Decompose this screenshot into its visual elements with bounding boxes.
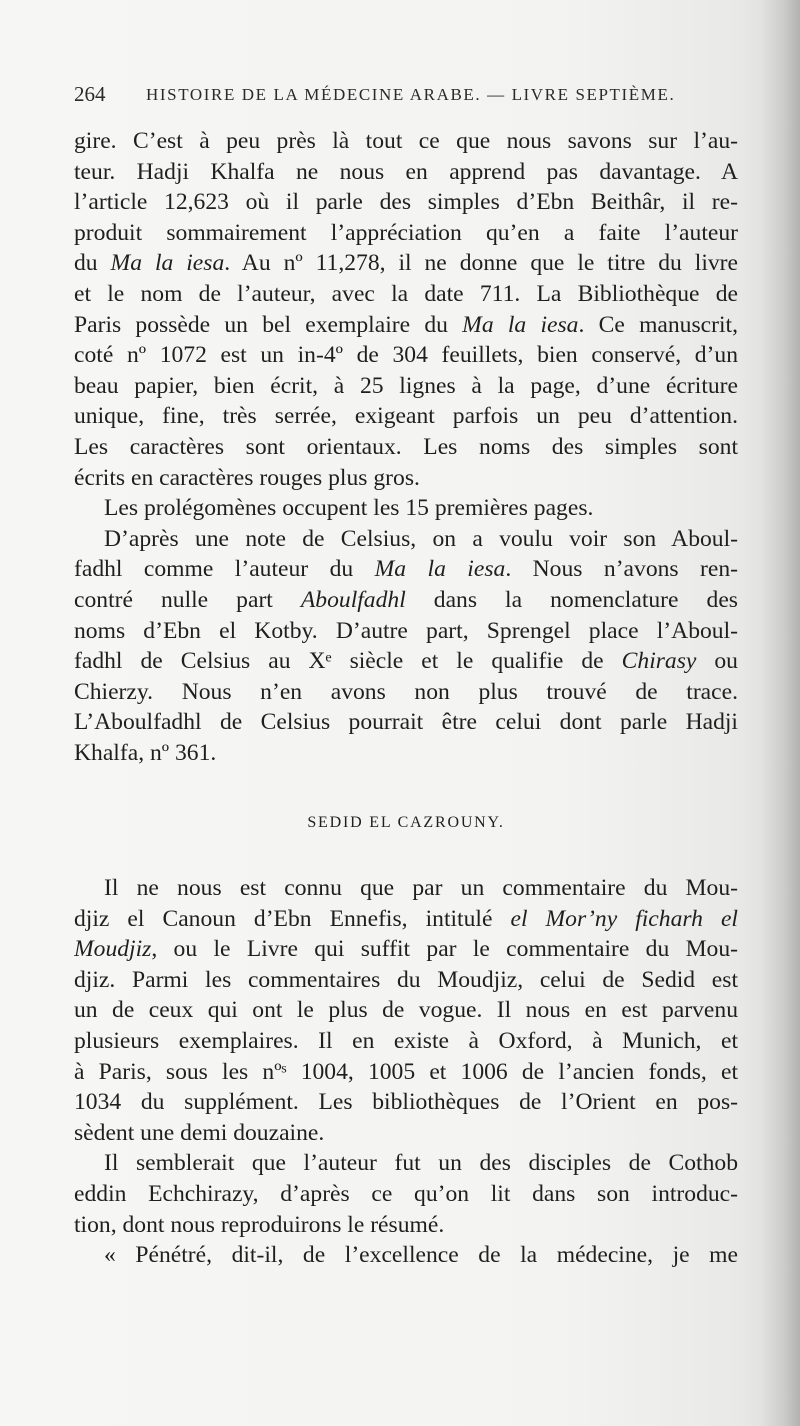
text-run: . Nous n’avons ren-	[505, 556, 738, 583]
text-line: beau papier, bien écrit, à 25 lignes à la page, d’une écriture	[74, 372, 738, 399]
book-title: el Mor’ny ficharh el	[510, 905, 738, 932]
text-line: Les prolégomènes occupent les 15 premières pages.	[104, 495, 594, 522]
book-title: Ma la iesa	[110, 250, 225, 277]
text-line: à Paris, sous les nºˢ 1004, 1005 et 1006 de l’ancien fonds, et	[74, 1058, 738, 1085]
text-run: fadhl de Celsius au Xᵉ siècle et le qualifie de	[74, 648, 622, 675]
running-title: HISTOIRE DE LA MÉDECINE ARABE. — LIVRE SEPTIÈME.	[146, 85, 676, 104]
paragraph-3	[74, 524, 738, 769]
text-line	[74, 554, 738, 585]
paragraph-4	[74, 873, 738, 1148]
text-run: Paris possède un bel exemplaire du	[74, 311, 463, 338]
text-line: plusieurs exemplaires. Il en existe à Oxford, à Munich, et	[74, 1028, 738, 1055]
text-line	[74, 904, 738, 935]
page-body	[74, 126, 738, 1271]
text-line: gire. C’est à peu près là tout ce que nous savons sur l’au-	[74, 128, 738, 154]
text-line	[74, 248, 738, 279]
text-line: L’Aboulfadhl de Celsius pourrait être celui dont parle Hadji	[74, 709, 738, 736]
text-line: Khalfa, nº 361.	[74, 739, 217, 766]
author-name: Aboulfadhl	[300, 586, 406, 613]
paragraph-2	[74, 493, 738, 524]
text-run: contré nulle part	[74, 586, 301, 613]
page-gutter-shadow	[760, 0, 800, 1426]
text-line	[74, 934, 738, 965]
text-run: fadhl comme l’auteur du	[74, 556, 375, 583]
text-line: tion, dont nous reproduirons le résumé.	[74, 1211, 445, 1238]
text-line: eddin Echchirazy, d’après ce qu’on lit dans son introduc-	[74, 1181, 738, 1207]
page-number: 264	[74, 82, 106, 106]
text-line: Les caractères sont orientaux. Les noms des simples sont	[74, 433, 738, 460]
text-line: noms d’Ebn el Kotby. D’autre part, Sprengel place l’Aboul-	[74, 617, 738, 644]
page-header	[74, 82, 714, 112]
text-run: . Au nº 11,278, il ne donne que le titre du livre	[224, 250, 738, 277]
text-line: unique, fine, très serrée, exigeant parfois un peu d’attention.	[74, 403, 738, 430]
text-line	[74, 585, 738, 616]
spacer	[74, 839, 738, 873]
epithet: Chirasy	[621, 648, 697, 675]
text-line: teur. Hadji Khalfa ne nous en apprend pas davantage. A	[74, 158, 738, 185]
section-title: SEDID EL CAZROUNY.	[307, 814, 505, 832]
paragraph-1	[74, 126, 738, 493]
text-line: et le nom de l’auteur, avec la date 711. La Bibliothèque de	[74, 280, 738, 307]
text-line: écrits en caractères rouges plus gros.	[74, 464, 420, 491]
text-run: , ou le Livre qui suffit par le commentaire du Mou-	[151, 936, 738, 963]
text-line: Chierzy. Nous n’en avons non plus trouvé de trace.	[74, 678, 738, 705]
text-run: ou	[696, 648, 738, 675]
text-line: « Pénétré, dit-il, de l’excellence de la médecine, je me	[104, 1242, 738, 1269]
text-line: un de ceux qui ont le plus de vogue. Il nous en est parvenu	[74, 997, 738, 1024]
text-line: l’article 12,623 où il parle des simples d’Ebn Beithâr, il re-	[74, 189, 738, 216]
text-line: Il semblerait que l’auteur fut un des disciples de Cothob	[104, 1150, 738, 1177]
text-line: Il ne nous est connu que par un commentaire du Mou-	[104, 875, 738, 902]
text-line: djiz. Parmi les commentaires du Moudjiz, celui de Sedid est	[74, 966, 738, 993]
spacer	[74, 768, 738, 808]
text-run: . Ce manuscrit,	[578, 311, 738, 338]
book-title: Ma la iesa	[374, 556, 506, 583]
book-title: Ma la iesa	[462, 311, 579, 338]
text-run: djiz el Canoun d’Ebn Ennefis, intitulé	[74, 905, 511, 932]
book-title: Moudjiz	[74, 936, 152, 963]
text-line: 1034 du supplément. Les bibliothèques de l’Orient en pos-	[74, 1089, 738, 1116]
paragraph-5	[74, 1148, 738, 1240]
text-line: sèdent une demi douzaine.	[74, 1119, 325, 1146]
text-line	[74, 646, 738, 677]
text-run: dans la nomenclature des	[405, 586, 738, 613]
paragraph-6	[74, 1240, 738, 1271]
text-line	[74, 310, 738, 341]
text-line: produit sommairement l’appréciation qu’en a faite l’auteur	[74, 219, 738, 246]
text-run: du	[74, 250, 111, 277]
text-line: D’après une note de Celsius, on a voulu voir son Aboul-	[104, 525, 738, 552]
text-line: coté nº 1072 est un in-4º de 304 feuillets, bien conservé, d’un	[74, 342, 738, 369]
